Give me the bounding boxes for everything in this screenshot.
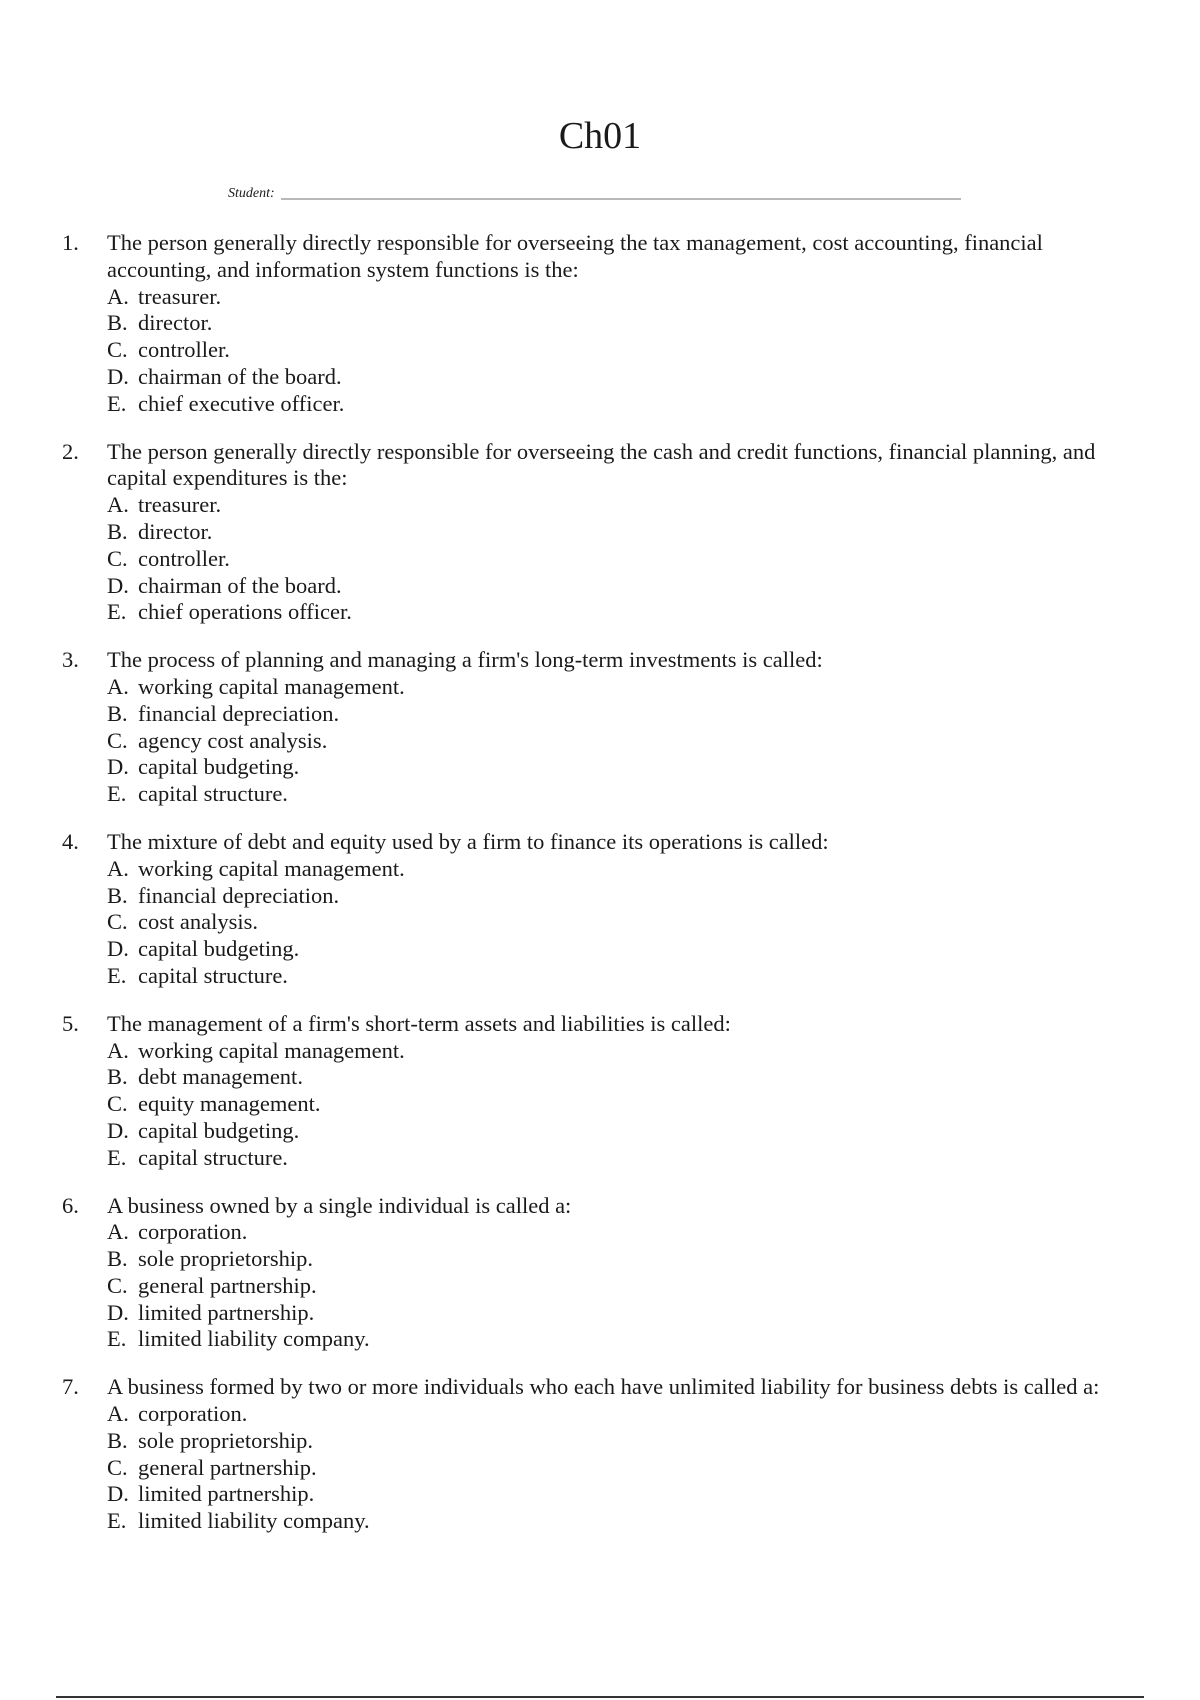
answer-option xyxy=(107,1038,1142,1065)
option-letter: D. xyxy=(107,572,129,598)
option-text: general partnership. xyxy=(138,1454,317,1480)
option-letter: B. xyxy=(107,700,128,726)
question-number: 5. xyxy=(62,1010,79,1036)
answer-options xyxy=(107,284,1142,418)
option-text: financial depreciation. xyxy=(138,700,340,726)
option-text: equity management. xyxy=(138,1091,321,1117)
answer-options xyxy=(107,856,1142,990)
question-text: The mixture of debt and equity used by a firm to finance its operations is called: xyxy=(107,828,829,854)
answer-option xyxy=(107,781,1142,808)
option-letter: E. xyxy=(107,962,127,988)
answer-option xyxy=(107,1326,1142,1353)
student-name-row xyxy=(228,186,961,202)
question-item xyxy=(62,1193,1142,1354)
answer-option xyxy=(107,754,1142,781)
question-item xyxy=(62,829,1142,990)
answer-option xyxy=(107,856,1142,883)
option-letter: D. xyxy=(107,1117,129,1143)
question-text: The person generally directly responsible for overseeing the cash and credit functions, financial planning, and capital expenditures is the: xyxy=(107,438,1096,491)
option-text: sole proprietorship. xyxy=(138,1246,313,1272)
question-body xyxy=(107,1374,1142,1535)
answer-option xyxy=(107,391,1142,418)
question-body xyxy=(107,439,1142,627)
answer-option xyxy=(107,1246,1142,1273)
option-letter: D. xyxy=(107,1481,129,1507)
answer-options xyxy=(107,1038,1142,1172)
option-text: corporation. xyxy=(138,1219,248,1245)
question-body xyxy=(107,829,1142,990)
question-body xyxy=(107,1193,1142,1354)
option-text: agency cost analysis. xyxy=(138,727,328,753)
question-text: A business owned by a single individual is called a: xyxy=(107,1192,572,1218)
question-number: 6. xyxy=(62,1192,79,1218)
answer-option xyxy=(107,1481,1142,1508)
option-letter: E. xyxy=(107,1508,127,1534)
question-item xyxy=(62,647,1142,808)
option-letter: B. xyxy=(107,1427,128,1453)
answer-option xyxy=(107,1273,1142,1300)
page-title: Ch01 xyxy=(558,115,642,157)
answer-option xyxy=(107,310,1142,337)
option-text: limited liability company. xyxy=(138,1326,370,1352)
option-letter: E. xyxy=(107,599,127,625)
answer-options xyxy=(107,1219,1142,1353)
option-text: director. xyxy=(138,310,213,336)
option-letter: A. xyxy=(107,1037,129,1063)
option-text: limited partnership. xyxy=(138,1481,315,1507)
question-body xyxy=(107,1011,1142,1172)
option-letter: C. xyxy=(107,909,128,935)
answer-option xyxy=(107,364,1142,391)
question-body xyxy=(107,647,1142,808)
option-text: general partnership. xyxy=(138,1272,317,1298)
option-letter: B. xyxy=(107,518,128,544)
answer-option xyxy=(107,1508,1142,1535)
answer-option xyxy=(107,674,1142,701)
option-letter: A. xyxy=(107,492,129,518)
answer-option xyxy=(107,883,1142,910)
option-letter: B. xyxy=(107,882,128,908)
option-letter: B. xyxy=(107,1064,128,1090)
answer-option xyxy=(107,1219,1142,1246)
answer-option xyxy=(107,1300,1142,1327)
answer-option xyxy=(107,1455,1142,1482)
answer-option xyxy=(107,492,1142,519)
question-text: The process of planning and managing a firm's long-term investments is called: xyxy=(107,647,823,673)
option-text: corporation. xyxy=(138,1401,248,1427)
answer-option xyxy=(107,963,1142,990)
option-text: cost analysis. xyxy=(138,909,258,935)
option-letter: C. xyxy=(107,727,128,753)
answer-option xyxy=(107,728,1142,755)
option-letter: D. xyxy=(107,936,129,962)
option-text: chairman of the board. xyxy=(138,363,342,389)
answer-option xyxy=(107,1091,1142,1118)
question-number: 2. xyxy=(62,438,79,464)
answer-option xyxy=(107,546,1142,573)
answer-options xyxy=(107,1401,1142,1535)
option-text: capital budgeting. xyxy=(138,936,300,962)
option-text: director. xyxy=(138,518,213,544)
option-text: treasurer. xyxy=(138,283,222,309)
option-letter: E. xyxy=(107,1144,127,1170)
question-number: 3. xyxy=(62,647,79,673)
option-text: chairman of the board. xyxy=(138,572,342,598)
option-letter: B. xyxy=(107,310,128,336)
option-text: capital structure. xyxy=(138,781,288,807)
answer-option xyxy=(107,1428,1142,1455)
option-text: working capital management. xyxy=(138,1037,405,1063)
option-letter: A. xyxy=(107,1401,129,1427)
option-text: financial depreciation. xyxy=(138,882,340,908)
option-letter: C. xyxy=(107,337,128,363)
option-text: controller. xyxy=(138,545,230,571)
option-text: capital structure. xyxy=(138,962,288,988)
question-item xyxy=(62,1011,1142,1172)
option-text: chief executive officer. xyxy=(138,390,345,416)
option-text: capital budgeting. xyxy=(138,754,300,780)
option-text: treasurer. xyxy=(138,492,222,518)
option-text: capital budgeting. xyxy=(138,1117,300,1143)
option-letter: E. xyxy=(107,390,127,416)
option-text: limited partnership. xyxy=(138,1299,315,1325)
student-label: Student: xyxy=(228,186,275,201)
question-text: The person generally directly responsible for overseeing the tax management, cost accounting, financial accounting, and information system functions is the: xyxy=(107,230,1043,282)
question-number: 7. xyxy=(62,1374,79,1400)
answer-options xyxy=(107,492,1142,626)
option-letter: C. xyxy=(107,1091,128,1117)
option-text: sole proprietorship. xyxy=(138,1427,313,1453)
answer-option xyxy=(107,1401,1142,1428)
question-number: 4. xyxy=(62,828,79,854)
option-letter: A. xyxy=(107,673,129,699)
option-letter: A. xyxy=(107,855,129,881)
option-letter: B. xyxy=(107,1246,128,1272)
question-text: The management of a firm's short-term assets and liabilities is called: xyxy=(107,1010,731,1036)
option-text: capital structure. xyxy=(138,1144,288,1170)
question-body xyxy=(107,230,1142,418)
answer-option xyxy=(107,1145,1142,1172)
answer-option xyxy=(107,1064,1142,1091)
answer-option xyxy=(107,909,1142,936)
question-text: A business formed by two or more individuals who each have unlimited liability for business debts is called a: xyxy=(107,1374,1100,1400)
footer-divider xyxy=(56,1696,1144,1698)
answer-option xyxy=(107,599,1142,626)
option-letter: D. xyxy=(107,754,129,780)
answer-option xyxy=(107,284,1142,311)
answer-option xyxy=(107,936,1142,963)
option-text: working capital management. xyxy=(138,673,405,699)
question-item xyxy=(62,439,1142,627)
option-letter: C. xyxy=(107,545,128,571)
answer-options xyxy=(107,674,1142,808)
answer-option xyxy=(107,701,1142,728)
option-letter: A. xyxy=(107,283,129,309)
question-number: 1. xyxy=(62,230,79,255)
answer-option xyxy=(107,519,1142,546)
option-text: controller. xyxy=(138,337,230,363)
option-text: debt management. xyxy=(138,1064,303,1090)
question-item xyxy=(62,1374,1142,1535)
option-letter: D. xyxy=(107,1299,129,1325)
option-letter: C. xyxy=(107,1272,128,1298)
answer-option xyxy=(107,337,1142,364)
option-text: working capital management. xyxy=(138,855,405,881)
option-letter: E. xyxy=(107,781,127,807)
question-item xyxy=(62,230,1142,418)
option-letter: E. xyxy=(107,1326,127,1352)
option-letter: D. xyxy=(107,363,129,389)
option-letter: A. xyxy=(107,1219,129,1245)
answer-option xyxy=(107,1118,1142,1145)
question-list xyxy=(62,230,1142,1556)
option-letter: C. xyxy=(107,1454,128,1480)
student-name-blank xyxy=(281,198,961,200)
answer-option xyxy=(107,573,1142,600)
option-text: chief operations officer. xyxy=(138,599,352,625)
option-text: limited liability company. xyxy=(138,1508,370,1534)
